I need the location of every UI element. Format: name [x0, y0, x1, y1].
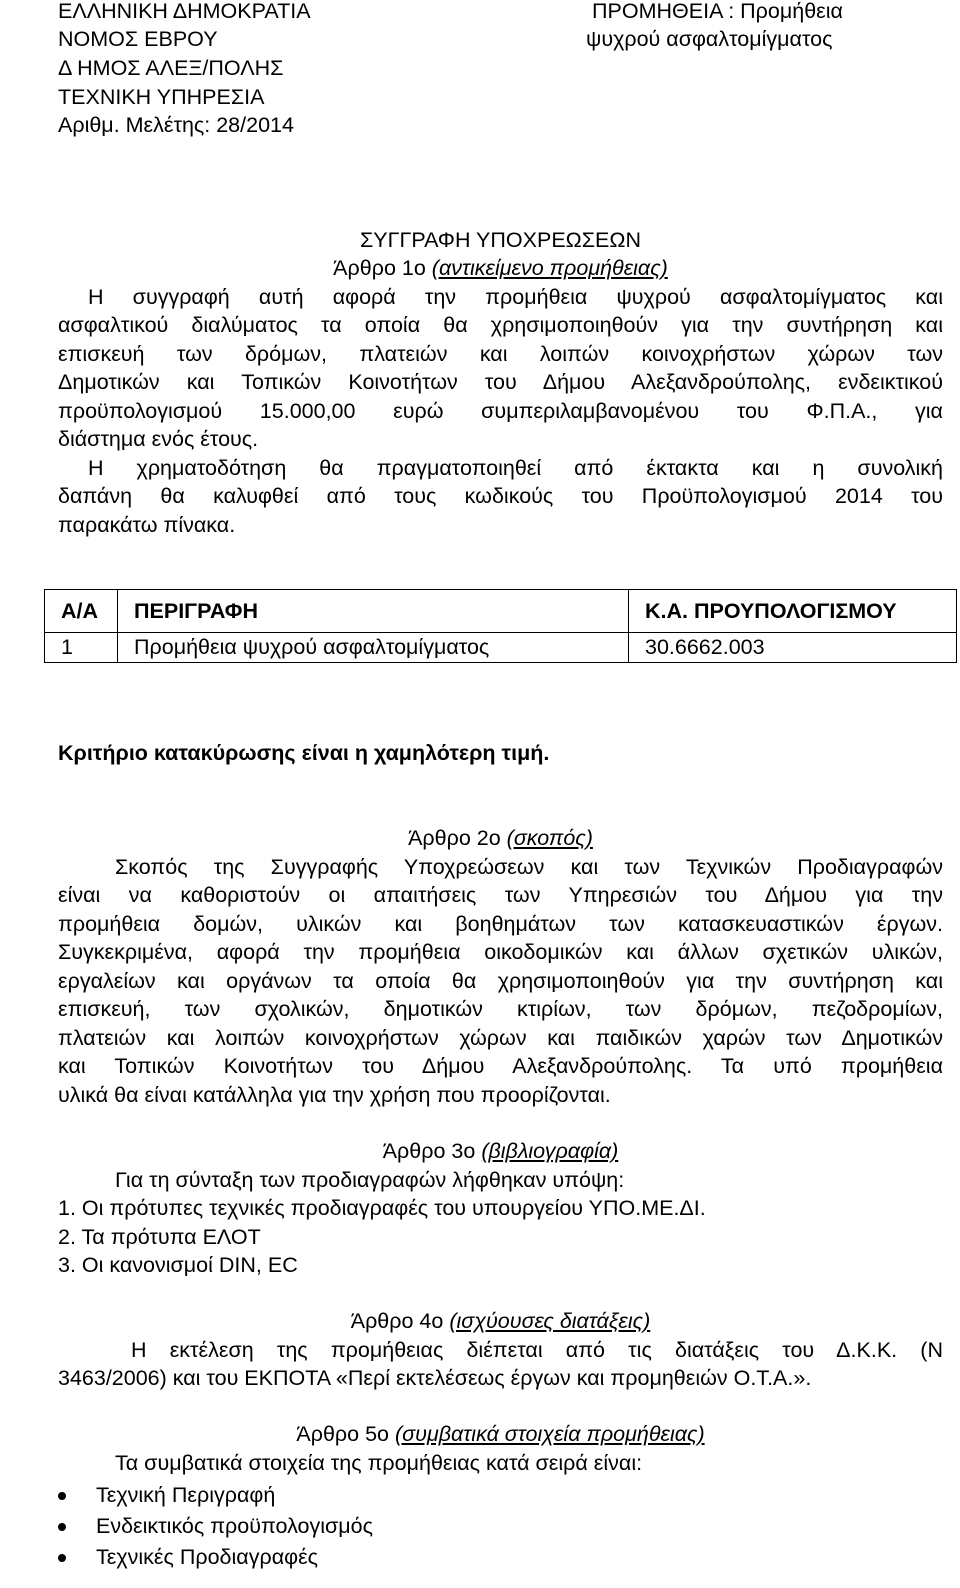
article-1-text-line: επισκευή των δρόμων, πλατειών και λοιπών κοινοχρήστων χώρων των	[58, 342, 943, 366]
article-2-text-line: Σκοπός της Συγγραφής Υποχρεώσεων και των Τεχνικών Προδιαγραφών	[115, 855, 943, 879]
article-3-heading	[58, 1137, 943, 1166]
header-left-line: Αριθμ. Μελέτης: 28/2014	[58, 113, 294, 137]
header-right-line: ΠΡΟΜΗΘΕΙΑ : Προμήθεια	[592, 0, 843, 23]
table-cell: Προμήθεια ψυχρού ασφαλτομίγματος	[118, 633, 629, 663]
table-cell: 1	[45, 633, 118, 663]
article-heading-subject: (ισχύουσες διατάξεις)	[449, 1309, 651, 1333]
article-4-heading	[58, 1307, 943, 1336]
article-5-intro: Τα συμβατικά στοιχεία της προμήθειας κατά σειρά είναι:	[115, 1451, 643, 1475]
article-heading-subject: (συμβατικά στοιχεία προμήθειας)	[395, 1422, 705, 1446]
article-2-text-line: και Τοπικών Κοινοτήτων του Δήμου Αλεξανδρούπολης. Τα υπό προμήθεια	[58, 1054, 943, 1078]
article-1-text-line: Η χρηματοδότηση θα πραγματοποιηθεί από έκτακτα και η συνολική	[88, 456, 943, 480]
reference-item: 3. Οι κανονισμοί DIN, EC	[58, 1253, 298, 1277]
header-left-line: ΤΕΧΝΙΚΗ ΥΠΗΡΕΣΙΑ	[58, 85, 265, 109]
reference-item: 1. Οι πρότυπες τεχνικές προδιαγραφές του υπουργείου ΥΠΟ.ΜΕ.ΔΙ.	[58, 1196, 706, 1220]
article-2-text-line: προμήθεια δομών, υλικών και βοηθημάτων των κατασκευαστικών έργων.	[58, 912, 943, 936]
article-4-text-line: Η εκτέλεση της προμήθειας διέπεται από τις διατάξεις του Δ.Κ.Κ. (Ν	[131, 1338, 943, 1362]
article-heading-subject: (βιβλιογραφία)	[481, 1139, 619, 1163]
article-heading-label: Άρθρο 1ο	[333, 256, 426, 280]
list-item-label: Ενδεικτικός προϋπολογισμός	[96, 1514, 373, 1538]
bullet-icon	[58, 1492, 66, 1500]
article-1-text-line: ασφαλτικού διαλύματος τα οποία θα χρησιμοποιηθούν για την συντήρηση και	[58, 313, 943, 337]
article-4-text-line: 3463/2006) και του ΕΚΠΟΤΑ «Περί εκτελέσεως έργων και προμηθειών Ο.Τ.Α.».	[58, 1366, 812, 1390]
article-2-text-line: είναι να καθοριστούν οι απαιτήσεις των Υπηρεσιών του Δήμου για την	[58, 883, 943, 907]
table-row	[45, 633, 957, 663]
table-header-cell: Κ.Α. ΠΡΟΥΠΟΛΟΓΙΣΜΟΥ	[629, 590, 957, 633]
article-heading-label: Άρθρο 4ο	[350, 1309, 444, 1333]
article-1-text-line: διάστημα ενός έτους.	[58, 427, 259, 451]
article-1-heading	[58, 254, 943, 283]
article-1-text-line: δαπάνη θα καλυφθεί από τους κωδικούς του Προϋπολογισμού 2014 του	[58, 484, 943, 508]
list-item-label: Τεχνική Περιγραφή	[96, 1483, 276, 1507]
article-3-intro: Για τη σύνταξη των προδιαγραφών λήφθηκαν υπόψη:	[115, 1168, 625, 1192]
list-item	[58, 1480, 373, 1511]
contract-documents-list	[58, 1480, 373, 1573]
header-left-line: ΝΟΜΟΣ ΕΒΡΟΥ	[58, 27, 218, 51]
bullet-icon	[58, 1554, 66, 1562]
table-cell: 30.6662.003	[629, 633, 957, 663]
article-1-text-line: Η συγγραφή αυτή αφορά την προμήθεια ψυχρού ασφαλτομίγματος και	[88, 285, 943, 309]
table-header-row	[45, 590, 957, 633]
article-heading-subject: (αντικείμενο προμήθειας)	[431, 256, 668, 280]
document-title: ΣΥΓΓΡΑΦΗ ΥΠΟΧΡΕΩΣΕΩΝ	[360, 228, 641, 252]
bullet-icon	[58, 1523, 66, 1531]
article-1-text-line: Δημοτικών και Τοπικών Κοινοτήτων του Δήμου Αλεξανδρούπολης, ενδεικτικού	[58, 370, 943, 394]
article-heading-label: Άρθρο 5ο	[296, 1422, 390, 1446]
article-2-text-line: πλατειών και λοιπών κοινοχρήστων χώρων και παιδικών χαρών των Δημοτικών	[58, 1026, 943, 1050]
header-left-line: Δ ΗΜΟΣ ΑΛΕΞ/ΠΟΛΗΣ	[58, 56, 284, 80]
list-item	[58, 1511, 373, 1542]
header-right-line: ψυχρού ασφαλτομίγματος	[586, 27, 833, 51]
header-left-line: ΕΛΛΗΝΙΚΗ ΔΗΜΟΚΡΑΤΙΑ	[58, 0, 311, 23]
article-2-text-line: Συγκεκριμένα, αφορά την προμήθεια οικοδομικών και άλλων σχετικών υλικών,	[58, 940, 943, 964]
list-item	[58, 1542, 373, 1573]
reference-item: 2. Τα πρότυπα ΕΛΟΤ	[58, 1225, 261, 1249]
article-1-text-line: παρακάτω πίνακα.	[58, 513, 236, 537]
article-heading-label: Άρθρο 3ο	[382, 1139, 476, 1163]
article-2-text-line: επισκευή, των σχολικών, δημοτικών κτιρίων, των δρόμων, πεζοδρομίων,	[58, 997, 943, 1021]
table-header-cell: ΠΕΡΙΓΡΑΦΗ	[118, 590, 629, 633]
article-heading-label: Άρθρο 2ο	[408, 826, 501, 850]
award-criterion: Κριτήριο κατακύρωσης είναι η χαμηλότερη τιμή.	[58, 741, 550, 765]
article-1-text-line: προϋπολογισμού 15.000,00 ευρώ συμπεριλαμβανομένου του Φ.Π.Α., για	[58, 399, 943, 423]
table-header-cell: Α/Α	[45, 590, 118, 633]
budget-table	[44, 589, 957, 663]
article-5-heading	[58, 1420, 943, 1449]
list-item-label: Τεχνικές Προδιαγραφές	[96, 1545, 319, 1569]
article-2-text-line: εργαλείων και οργάνων τα οποία θα χρησιμοποιηθούν για την συντήρηση και	[58, 969, 943, 993]
article-2-text-line: υλικά θα είναι κατάλληλα για την χρήση που προορίζονται.	[58, 1083, 611, 1107]
article-2-heading	[58, 824, 943, 853]
article-heading-subject: (σκοπός)	[506, 826, 593, 850]
